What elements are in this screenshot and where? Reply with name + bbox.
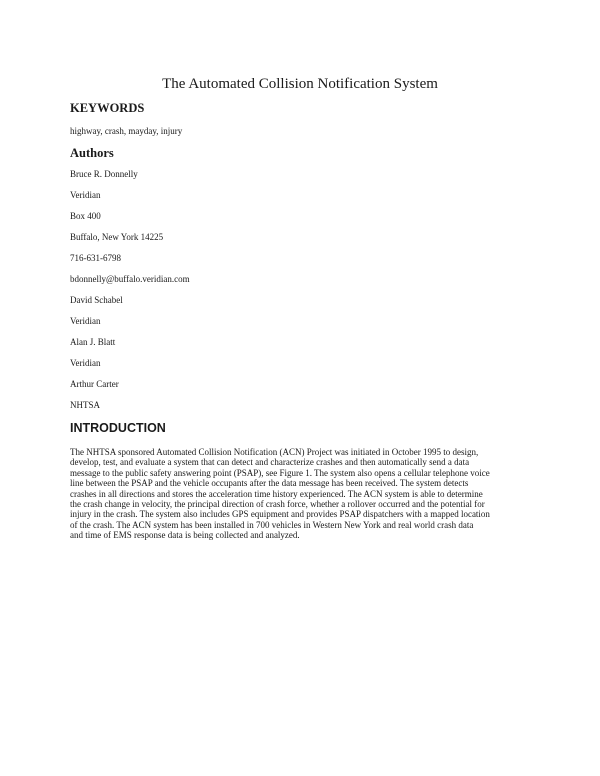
paragraph-line: the crash change in velocity, the principal direction of crash force, whether a rollover occurred and the potential for [70, 499, 485, 510]
author-line: 716-631-6798 [70, 253, 121, 263]
paragraph-line: develop, test, and evaluate a system that can detect and characterize crashes and then automatically send a data [70, 457, 470, 468]
author-line: Alan J. Blatt [70, 337, 116, 347]
author-line: Veridian [70, 190, 101, 200]
introduction-heading: INTRODUCTION [70, 421, 166, 435]
author-line: Box 400 [70, 211, 101, 221]
paragraph-line: line between the PSAP and the vehicle occupants after the data message has been received. The system detects [70, 478, 469, 489]
paragraph-line: message to the public safety answering point (PSAP), see Figure 1. The system also opens a cellular telephone voice [70, 467, 490, 478]
paragraph-line: crashes in all directions and stores the acceleration time history experienced. The ACN system is able to determine [70, 488, 483, 499]
paragraph-line: of the crash. The ACN system has been installed in 700 vehicles in Western New York and real world crash data [70, 519, 474, 530]
author-line: Veridian [70, 316, 101, 326]
introduction-paragraph [70, 447, 540, 541]
paper-title: The Automated Collision Notification System [162, 76, 438, 92]
author-line: Buffalo, New York 14225 [70, 232, 164, 242]
author-line: Arthur Carter [70, 379, 119, 389]
authors-heading: Authors [70, 146, 114, 160]
author-line: Bruce R. Donnelly [70, 169, 138, 179]
paragraph-line: The NHTSA sponsored Automated Collision Notification (ACN) Project was initiated in October 1995 to design, [70, 447, 479, 457]
paragraph-line: injury in the crash. The system also includes GPS equipment and provides PSAP dispatchers with a mapped location [70, 509, 490, 520]
author-line: NHTSA [70, 400, 101, 410]
author-email: bdonnelly@buffalo.veridian.com [70, 274, 190, 284]
keywords-heading: KEYWORDS [70, 101, 145, 115]
author-line: David Schabel [70, 295, 123, 305]
keywords-text: highway, crash, mayday, injury [70, 126, 183, 136]
author-line: Veridian [70, 358, 101, 368]
paragraph-line: and time of EMS response data is being collected and analyzed. [70, 530, 300, 541]
